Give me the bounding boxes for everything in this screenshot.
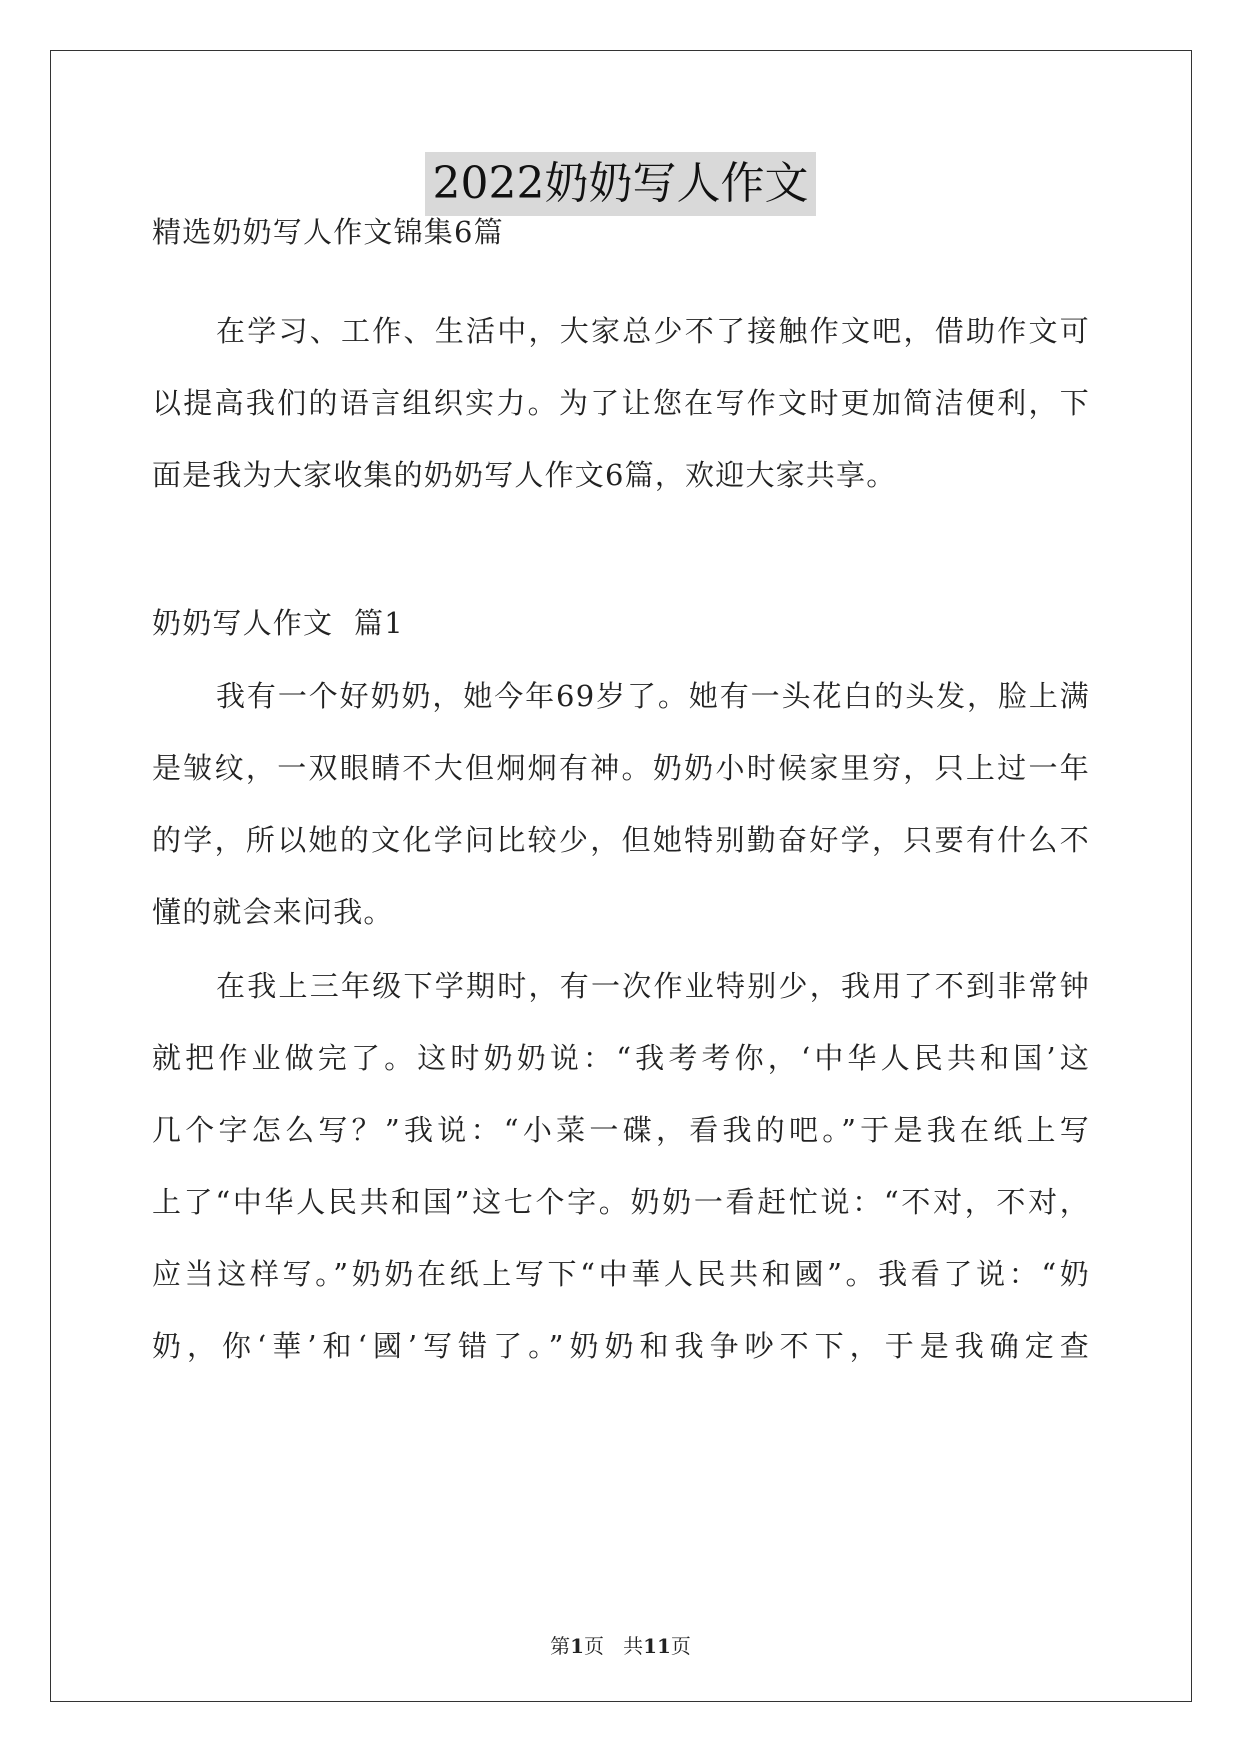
section-heading: 奶奶写人作文 篇1	[152, 606, 404, 640]
document-title: 2022奶奶写人作文	[425, 152, 817, 216]
intro-line: 面是我为大家收集的奶奶写人作文6篇，欢迎大家共享。	[152, 458, 897, 492]
footer-total-pages: 11	[643, 1634, 671, 1658]
page-border	[50, 50, 1192, 1702]
paragraph-line: 几个字怎么写？”我说：“小菜一碟，看我的吧。”于是我在纸上写	[152, 1113, 1090, 1147]
paragraph-line: 我有一个好奶奶，她今年69岁了。她有一头花白的头发，脸上满	[216, 679, 1090, 713]
footer-mid: 页 共	[584, 1634, 644, 1658]
intro-line: 在学习、工作、生活中，大家总少不了接触作文吧，借助作文可	[216, 314, 1090, 348]
paragraph-line: 就把作业做完了。这时奶奶说：“我考考你，‘中华人民共和国’这	[152, 1041, 1090, 1075]
paragraph-line: 上了“中华人民共和国”这七个字。奶奶一看赶忙说：“不对，不对，	[152, 1185, 1090, 1219]
footer-page-number: 1	[570, 1634, 584, 1658]
paragraph-line: 的学，所以她的文化学问比较少，但她特别勤奋好学，只要有什么不	[152, 823, 1090, 857]
subtitle: 精选奶奶写人作文锦集6篇	[152, 215, 504, 249]
title-wrap	[0, 152, 1241, 216]
paragraph-line: 在我上三年级下学期时，有一次作业特别少，我用了不到非常钟	[216, 969, 1090, 1003]
intro-line: 以提高我们的语言组织实力。为了让您在写作文时更加简洁便利，下	[152, 386, 1090, 420]
paragraph-line: 奶，你‘華’和‘國’写错了。”奶奶和我争吵不下，于是我确定查	[152, 1329, 1090, 1363]
paragraph-line: 应当这样写。”奶奶在纸上写下“中華人民共和國”。我看了说：“奶	[152, 1257, 1090, 1291]
footer-suffix: 页	[670, 1634, 691, 1658]
paragraph-line: 是皱纹，一双眼睛不大但炯炯有神。奶奶小时候家里穷，只上过一年	[152, 751, 1090, 785]
paragraph-line: 懂的就会来问我。	[152, 895, 394, 929]
footer-prefix: 第	[550, 1634, 571, 1658]
page-footer	[0, 1632, 1241, 1660]
